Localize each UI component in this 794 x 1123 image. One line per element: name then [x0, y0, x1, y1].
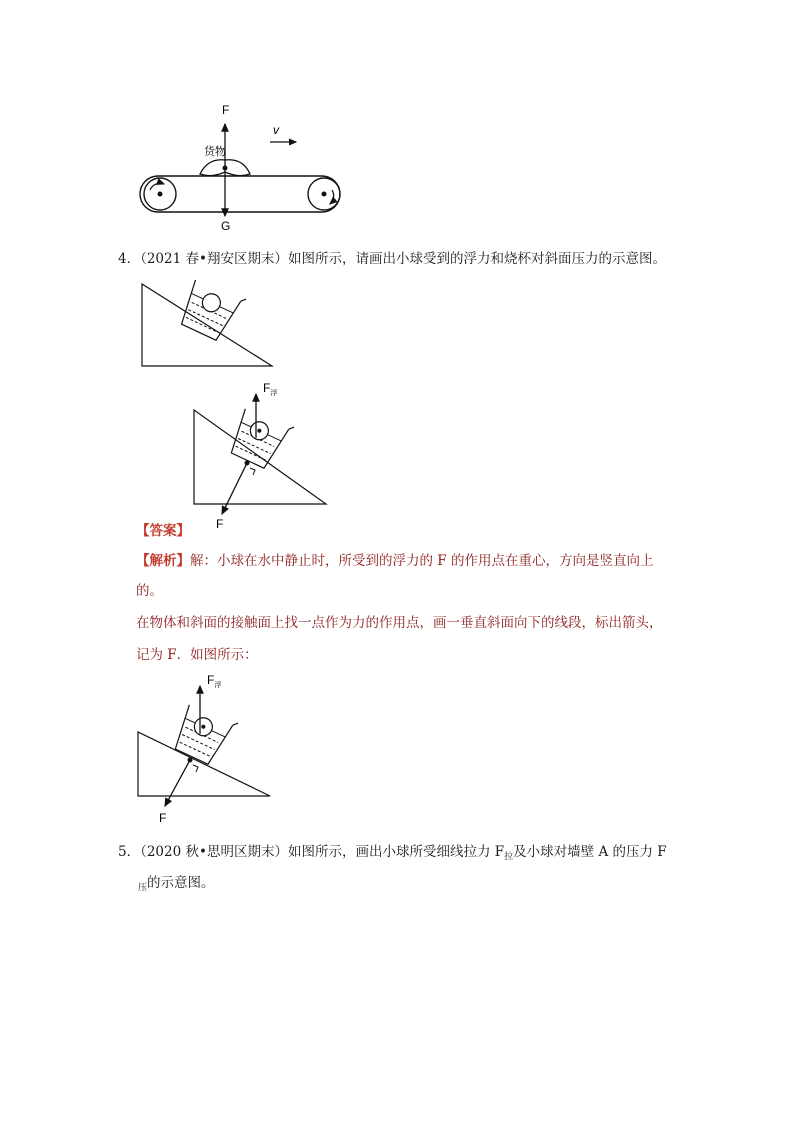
label-cargo: 货物 — [204, 146, 226, 158]
label-F: F — [222, 103, 230, 117]
question-figure-incline — [138, 280, 278, 370]
q5-text-1b: 及小球对墙壁 A 的压力 F — [513, 844, 667, 860]
q5-sub-la: 拉 — [504, 852, 514, 862]
analysis-line-1 — [136, 551, 653, 571]
label-G: G — [221, 219, 231, 233]
label-F-buoy: $F_浮$ — [263, 381, 278, 397]
question-4 — [118, 249, 666, 269]
answer-figure-1 — [190, 380, 330, 530]
answer-label: 【答案】 — [136, 523, 190, 539]
q5-text-1: 如图所示，画出小球所受细线拉力 F — [287, 844, 505, 860]
incline — [138, 732, 270, 796]
analysis-line-2: 的。 — [136, 583, 163, 599]
q5-text-2: 的示意图。 — [147, 875, 215, 891]
label-v: v — [273, 123, 279, 137]
q4-number: 4． — [118, 251, 141, 267]
question-5-line-1 — [118, 842, 667, 867]
q4-text: 如图所示，请画出小球受到的浮力和烧杯对斜面压力的示意图。 — [287, 251, 666, 267]
analysis-line-3: 在物体和斜面的接触面上找一点作为力的作用点，画一垂直斜面向下的线段，标出箭头， — [136, 615, 663, 631]
analysis-line-4: 记为 F．如图所示： — [136, 647, 258, 663]
beaker — [170, 701, 238, 768]
question-5-line-2 — [138, 873, 215, 898]
q5-source: （2020 秋•思明区期末） — [140, 844, 288, 860]
label-F-buoy: $F_浮$ — [207, 673, 222, 689]
conveyor-figure — [130, 98, 350, 234]
q4-source: （2021 春•翔安区期末） — [140, 251, 288, 267]
answer-figure-2 — [134, 672, 274, 827]
analysis-label: 【解析】 — [136, 553, 190, 569]
beaker — [226, 405, 294, 472]
q5-number: 5． — [118, 844, 141, 860]
pressure-arrow — [165, 760, 190, 806]
analysis-text-1: 解：小球在水中静止时，所受到的浮力的 F 的作用点在重心，方向是竖直向上 — [190, 553, 654, 569]
pressure-arrow — [222, 463, 247, 514]
label-F-press: F — [159, 811, 167, 825]
label-F-press: F — [216, 517, 224, 530]
q5-sub-ya: 压 — [138, 883, 148, 893]
